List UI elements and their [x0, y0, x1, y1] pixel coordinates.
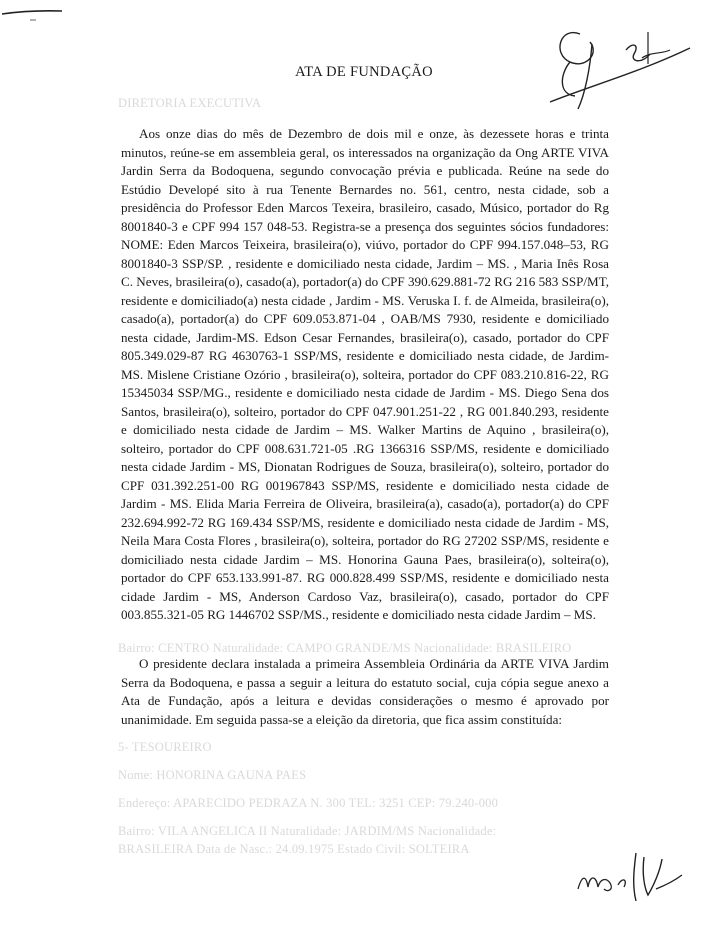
faded-back-text-line: 5- TESOUREIRO: [118, 740, 212, 754]
body-paragraph: Aos onze dias do mês de Dezembro de dois mil e onze, às dezessete horas e trinta minutos, reúne-se em assembleia geral, os interessados na organização da Ong ARTE VIVA Jardin Serra da Bodoquena, segundo convocação prévia e publicada. Reúne na sede do Estúdio Developé sito à rua Tenente Bernardes no. 561, centro, nesta cidade, sob a presidência do Professor Eden Marcos Texeira, brasileiro, casado, Músico, portador do Rg 8001840-3 e CPF 994 157 048-53. Registra-se a presença dos seguintes sócios fundadores: NOME: Eden Marcos Teixeira, brasileira(o), viúvo, portador do CPF 994.157.048–53, RG 8001840-3 SSP/SP. , residente e domiciliado nesta cidade, Jardim – MS. , Maria Inês Rosa C. Neves, brasileira(o), casado(a), portador(a) do CPF 390.629.881-72 RG 216 583 SSP/MT, residente e domiciliado(a) nesta cidade , Jardim - MS. Veruska I. f. de Almeida, brasileira(o), casado(a), portador(a) do CPF 609.053.871-04 , OAB/MS 7930, residente e domiciliado nesta cidade, Jardim-MS. Edson Cesar Fernandes, brasileira(o), casado, portador do CPF 805.349.029-87 RG 4630763-1 SSP/MS, residente e domiciliado nesta cidade, de Jardim-MS. Mislene Cristiane Ozório , brasileira(o), solteira, portador do CPF 083.210.816-22, RG 15345034 SSP/MG., residente e domiciliado nesta cidade de Jardim - MS. Diego Sena dos Santos, brasileira(o), solteiro, portador do CPF 047.901.251-22 , RG 001.840.293, residente e domiciliado nesta cidade de Jardim – MS. Walker Martins de Aquino , brasileira(o), solteiro, portador do CPF 008.631.721-05 .RG 1366316 SSP/MS, residente e domiciliado nesta cidade Jardim - MS, Dionatan Rodrigues de Souza, brasileira(o), solteiro, portador do CPF 031.392.251-00 RG 001967843 SSP/MS, residente e domiciliado nesta cidade de Jardim - MS. Elida Maria Ferreira de Oliveira, brasileira(a), casado(a), portador(a) do CPF 232.694.992-72 RG 169.434 SSP/MS, residente e domiciliado nesta cidade de Jardim - MS, Neila Mara Costa Flores , brasileira(o), solteira, portador do RG 27202 SSP/MS, residente e domiciliado nesta cidade Jardim – MS. Honorina Gauna Paes, brasileira(o), solteira(o), portador do CPF 653.133.991-87. RG 000.828.499 SSP/MS, residente e domiciliado nesta cidade Jardim - MS, Anderson Cardoso Vaz, brasileira(o), casado, portador do CPF 003.855.321-05 RG 1446702 SSP/MS., residente e domiciliado nesta cidade Jardim – MS.: [121, 126, 609, 622]
faded-back-text-line: Bairro: CENTRO Naturalidade: CAMPO GRANDE/MS Nacionalidade: BRASILEIRO: [118, 641, 572, 655]
document-title: ATA DE FUNDAÇÃO: [295, 64, 433, 80]
body-paragraph: O presidente declara instalada a primeira Assembleia Ordinária da ARTE VIVA Jardim Serra da Bodoquena, e passa a seguir a leitura do estatuto social, cuja cópia segue anexo a Ata de Fundação, após a leitura e devidas considerações o mesmo é aprovado por unanimidade. Em seguida passa-se a eleição da diretoria, que fica assim constituída:: [121, 656, 609, 727]
pen-stroke-mark: [0, 0, 80, 30]
body-paragraph-1-wrapper: [121, 125, 609, 625]
faded-back-text-line: DIRETORIA EXECUTIVA: [118, 96, 262, 110]
signature-bottom: [570, 845, 700, 905]
faded-back-text-line: Endereço: APARECIDO PEDRAZA N. 300 TEL: 3251 CEP: 79.240-000: [118, 796, 499, 810]
faded-back-text-line: Nome: HONORINA GAUNA PAES: [118, 768, 307, 782]
body-paragraph-2-wrapper: [121, 655, 609, 729]
faded-back-text-line: BRASILEIRA Data de Nasc.: 24.09.1975 Estado Civil: SOLTEIRA: [118, 842, 470, 856]
faded-back-text-line: Bairro: VILA ANGELICA II Naturalidade: JARDIM/MS Nacionalidade:: [118, 824, 497, 838]
